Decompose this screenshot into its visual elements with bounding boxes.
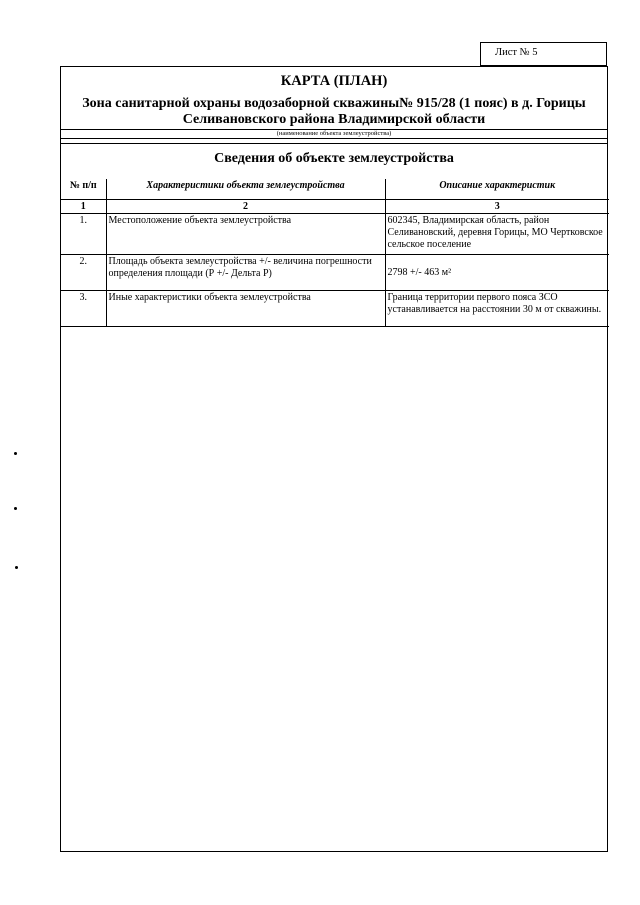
document-title: КАРТА (ПЛАН) [280, 73, 388, 89]
row-description: 2798 +/- 463 м² [385, 255, 609, 291]
sheet-number-label: Лист № 5 [480, 42, 607, 66]
row-number: 3. [61, 291, 106, 327]
divider [61, 138, 607, 139]
object-name-caption: (наименование объекта землеустройства) [276, 130, 392, 137]
column-header-number: № п/п [61, 179, 106, 200]
column-number: 2 [106, 200, 385, 214]
row-description: Граница территории первого пояса ЗСО устанавливается на расстоянии 30 м от скважины. [385, 291, 609, 327]
row-number: 2. [61, 255, 106, 291]
column-numbers-row [61, 200, 609, 214]
table-row [61, 214, 609, 255]
scan-speck [14, 452, 17, 455]
row-number: 1. [61, 214, 106, 255]
scan-speck [14, 507, 17, 510]
column-number: 3 [385, 200, 609, 214]
table-row [61, 291, 609, 327]
table-row [61, 255, 609, 291]
divider [61, 143, 607, 144]
document-frame [60, 66, 608, 852]
row-description: 602345, Владимирская область, район Селивановский, деревня Горицы, МО Чертковское сельское поселение [385, 214, 609, 255]
row-characteristic: Площадь объекта землеустройства +/- величина погрешности определения площади (Р +/- Дельта Р) [106, 255, 385, 291]
column-number: 1 [61, 200, 106, 214]
row-characteristic: Местоположение объекта землеустройства [106, 214, 385, 255]
info-table [61, 179, 609, 327]
document-subtitle: Зона санитарной охраны водозаборной скважины№ 915/28 (1 пояс) в д. Горицы Селивановского района Владимирской области [82, 96, 586, 127]
table-header-row [61, 179, 609, 200]
scan-speck [15, 566, 18, 569]
section-title: Сведения об объекте землеустройства [214, 151, 454, 166]
row-characteristic: Иные характеристики объекта землеустройства [106, 291, 385, 327]
column-header-description: Описание характеристик [385, 179, 609, 200]
column-header-characteristic: Характеристики объекта землеустройства [106, 179, 385, 200]
